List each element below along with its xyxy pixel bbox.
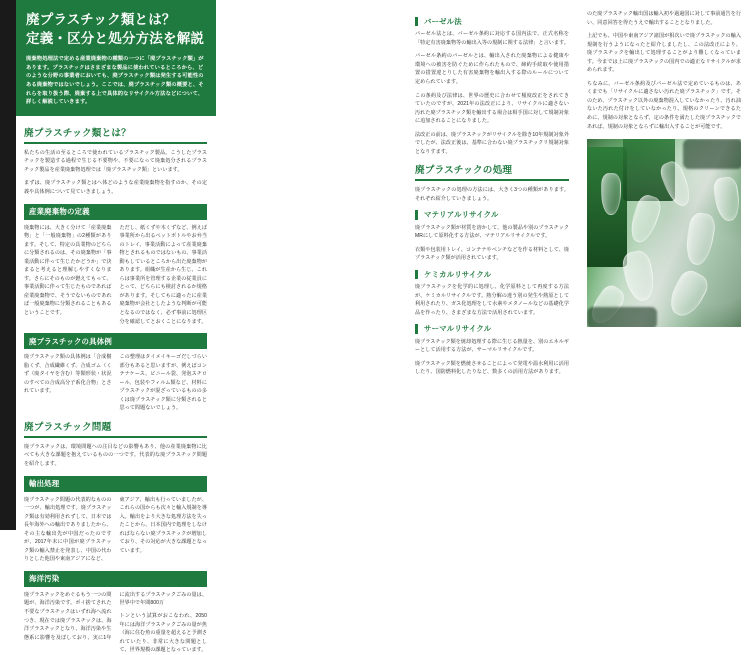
paragraph-definition-1: 廃棄物には、大きく分けて「産業廃棄物」と「一般廃棄物」の2種類があります。そして、特定の具業物のどちらに分類されるのは、その廃棄物が「事業活動に伴って生じたかどうか」で決まると考えると理解しやすくなります。さらにそのものが燃えてもって、事業活動に伴って生じたものであれば産業廃棄物で、そうでないものであれば一般廃棄物に分類されることもあるということです。: [24, 224, 112, 316]
column-three: [406, 0, 578, 530]
section-basel: [415, 17, 569, 156]
spine-bar: [0, 0, 16, 530]
examples-body: [24, 353, 207, 413]
heading-basel: バーゼル法: [415, 17, 569, 26]
paragraph-col4-3: ちなみに、バーゼル条約及びバーゼル法で定めているものは、あくまでも「リサイクルに適さない汚れた廃プラスチック」です。そのため、プラスチック以外の廃棄物混入していなかったり、汚れ油ないた汚れた付けをしていなかったり、規格のクリーンできるために、規制の対象とならず、定の条件を満たした廃プラスチックであれば、規制の対象とならずに輸出入することが可能です。: [587, 80, 741, 130]
column-two: [216, 0, 406, 530]
paragraph-thermal-2: 廃プラスチック類を燃焼させることによって発電や温水利用に活用したり、国防燃料化したりなど、数多くの活用方法があります。: [415, 360, 569, 376]
section-processing: [415, 162, 569, 203]
paragraph-col4-2: 上記でも、中国や東南アジア諸国が相次いで廃プラスチックの輸入規制を行うようになったと紹介しましたし、この法改正により、廃プラスチックを輸出して処理することがより難しくなっています。今までは上に廃プラスチックの国内での適正なリサイクルが求められます。: [587, 33, 741, 74]
ocean-body: [24, 591, 207, 655]
section-chemical-recycle: [415, 270, 569, 317]
paragraph-material-2: 衣類や包装用トレイ、コンテナやベンチなどを作る材料として、廃プラスチック類が活用されています。: [415, 246, 569, 262]
section-export: [24, 476, 207, 564]
photo-shadow-2: [587, 307, 657, 327]
paragraph-what-is-1: 私たちの生活の至るところで使われているプラスチック製品。こうしたプラスチックを製造する過程で生じる不要物や、不要になって廃棄処分されるプラスチック製品を産業廃棄物処理では「廃プラスチック類」といいます。: [24, 149, 207, 173]
paragraph-ocean-1: 廃プラスチックをめぐるもう一つの問題が、海洋汚染です。ポイ捨てされた不要なプラスチックはいずれ海へ流れつき、現在では廃プラスチックは、海洋プラスチックとなり、海洋汚染や生態系に影響を及ぼしており、実に1年に流出するプラスチックごみの量は、世界中で年間800万: [24, 591, 207, 641]
paragraph-col4-1: のた廃プラスチック輸出国は輸入初や過過国に対して事前通告を行い、同意回答を得たうえで輸出することとなりました。: [587, 11, 741, 26]
paragraph-processing-1: 廃プラスチックの処理の方法には、大きく3つの種類があります。それぞれ紹介していきましょう。: [415, 187, 569, 202]
photo-plastic-bottles: [587, 139, 741, 327]
paragraph-basel-1: バーゼル法とは、バーゼル条約に対応する国内法で、正式名称を「特定有害廃棄物等の輸出入等の規制に関する法律」と言います。: [415, 31, 569, 46]
photo-shadow-1: [683, 139, 741, 169]
paragraph-examples-2: この整理はタイメイキーゴだしづらい部分もあると思いますが、例えばコンテナケース、ビニール袋、発泡スチロール、包装やフィルム類など、材料にプラスチックが混ざっているものの多くは廃プラスチック類に分類されると思って問題ないでしょう。: [119, 354, 207, 412]
paragraph-ocean-2: トンという試算がおこなわれ、2050年には海洋プラスチックごみの量が魚（海に住む魚の重量を超えると予測されていたり、非常に大きな問題として、世界規模の課題となっています。: [119, 613, 207, 654]
paragraph-thermal-1: 廃プラスチック類を焼却処理する際に生じる熱量を、別のエネルギーとして活用する方法が、サーマルリサイクルです。: [415, 338, 569, 354]
hero-title-line-2: 定義・区分と処分方法を解説: [26, 31, 205, 47]
hero-title: [26, 10, 206, 48]
definition-body: [24, 224, 207, 327]
heading-definition: 産業廃棄物の定義: [24, 204, 207, 220]
photo-bottle-7: [712, 176, 741, 223]
heading-ocean: 海洋汚染: [24, 571, 207, 587]
photo-bottle-4: [683, 211, 717, 266]
heading-issue: 廃プラスチック問題: [24, 419, 207, 438]
paragraph-export-1: 廃プラスチック問題の代表的なものの一つが、輸出処理です。廃プラスチック類は有効利用されずして、日本では長年海外への輸出でありましたから、その主な輸出先が中国だったのですが、2017年末に中国が廃プラスチック類の輸入禁止を発表し、中国の代わりとした他国や東南アジアになど、: [24, 496, 112, 563]
heading-chemical-recycle: ケミカルリサイクル: [415, 270, 569, 279]
paragraph-what-is-2: まずは、廃プラスチック類とはへ体どのような産業廃棄物を指すのか、その定義や具体例について見ていきましょう。: [24, 180, 207, 195]
hero-title-line-1: 廃プラスチック類とは？: [26, 12, 176, 27]
column-four: [578, 0, 750, 530]
section-ocean: [24, 571, 207, 655]
section-definition: [24, 204, 207, 327]
paragraph-issue-1: 廃プラスチックは、環境問題への注目などの影響もあり、他の産業廃棄物に比べても大きな課題を抱えているものの一つです。代表的な廃プラスチック問題を紹介します。: [24, 443, 207, 467]
section-what-is: [24, 125, 207, 197]
heading-export: 輸出処理: [24, 476, 207, 492]
paragraph-export-2: 東アジア、輸出も行っていましたが、これらの国からも次々と輸入規制を導入。輸出をより大きな処理方法を失ったことから、日本国内で処理をしなければならない廃プラスチックが増加しており、その対応が大きな課題となっています。: [119, 496, 207, 554]
heading-material-recycle: マテリアルリサイクル: [415, 210, 569, 219]
photo-bottle-6: [664, 267, 712, 322]
column-one: [16, 0, 216, 654]
paragraph-chemical-1: 廃プラスチックを化学的に処理し、化学原料として再度する方法が、ケミカルリサイクルです。熱分解の違う別の発生や熱原として利用されたり、ガス化処理をして水素やメタノールなどの基礎化学品を作ったり、さまざまな方法で活用されています。: [415, 284, 569, 316]
section-examples: [24, 333, 207, 413]
section-issue: [24, 419, 207, 469]
heading-thermal-recycle: サーマルリサイクル: [415, 324, 569, 333]
paragraph-examples-1: 廃プラスチック類の具体例は「合成樹脂くず、合成繊維くず、合成ゴム（くず（廃タイヤを含む）等類形状・状況のすべての合成高分子系化合物」とされています。: [24, 354, 112, 395]
paragraph-material-1: 廃プラスチック類が材質を溶かして、他の製品や別のプラスチックMRにして原料化する方法が、マテリアルリサイクルです。: [415, 224, 569, 240]
paragraph-basel-3: この条約及び法律は、世界の歴史に合わせて頻度改正をされてきていたのですが、2021年の法改正により、リサイクルに適さない汚れた廃プラスチック類を輸出する場合は相手国に対して規制対象に追加されることになりました。: [415, 92, 569, 125]
hero-lead-text: 廃棄物処理法で定める産業廃棄物の種類の一つに「廃プラスチック類」があります。プラスチックはさまざまな製品に使われているところから、どのような分野の事業者においても、廃プラスチック類は発生する可能性のある廃棄物ではないでしょう。ここでは、廃プラスチック類の概要と、それらを取り扱う際、廃棄する上で具体的なリサイクル方法などについて、詳しく解説していきます。: [26, 56, 204, 106]
section-material-recycle: [415, 210, 569, 262]
paragraph-definition-2: ただし、紙くずや木くずなど、例えば事業所から出るペットボトルやお弁当のトレイ、事業活動によって産業廃棄物とされるものではないもの、事業活動もしているところから出た廃棄物があります。組織が生産から生じ、これらは事業所を管理する企業の従業員にとって、どちらにも検討されるか規格があります。そしてもに適ったに産業廃棄物が会社としたような判断が可能となるのではなく、必ず事前に処理区分を確認してとおくことになります。: [119, 224, 207, 325]
section-thermal-recycle: [415, 324, 569, 376]
hero-banner: [16, 0, 216, 116]
photo-bottle-5: [620, 249, 658, 304]
heading-processing: 廃プラスチックの処理: [415, 162, 569, 181]
heading-examples: 廃プラスチックの具体例: [24, 333, 207, 349]
paragraph-basel-4: 法改正の前は、廃プラスチックがリサイクルを除き10年規制対象外でしたが、法改正後は、基準に合わない廃プラスチックリ規制対象となりすます。: [415, 131, 569, 155]
paragraph-basel-2: バーゼル条約のバーゼルとは、輸出入された廃棄物による健康や環境への被害を防ぐために作られたもので、締約手続取や使用措置の措置違とりした有害廃棄物を輸出入する際のルールについて定められています。: [415, 53, 569, 85]
heading-what-is: 廃プラスチック類とは？: [24, 125, 207, 144]
photo-image: [587, 139, 741, 327]
